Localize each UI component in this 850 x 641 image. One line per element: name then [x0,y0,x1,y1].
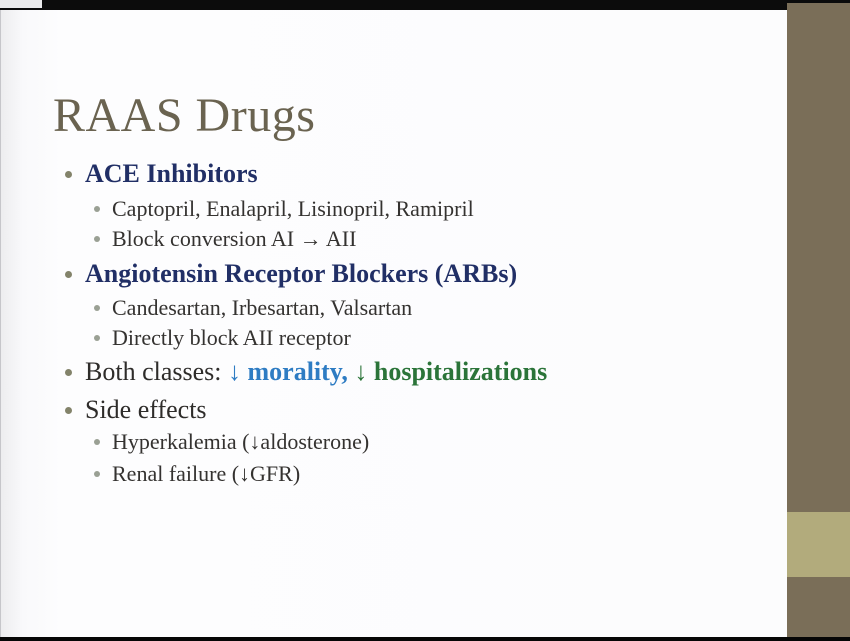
bullet-text: Captopril, Enalapril, Lisinopril, Ramipril [112,196,474,221]
bullet-item-both-classes [65,355,547,389]
player-overlay-notch [0,0,42,8]
bullet-dot [94,305,100,311]
bullet-text: Candesartan, Irbesartan, Valsartan [112,295,413,320]
bullet-text: Hyperkalemia (↓aldosterone) [112,429,370,454]
bullet-dot [94,236,100,242]
bullet-text: Side effects [85,395,207,424]
letterbox-bottom-bar [0,637,850,641]
bullet-item-ace-drug-list [94,194,474,224]
bullet-item-arb-mechanism [94,323,351,353]
bullet-text [85,357,547,387]
bullet-text: ACE Inhibitors [85,159,258,188]
letterbox-top-bar [0,0,787,10]
bullet-dot [65,171,72,178]
slide-title: RAAS Drugs [53,89,316,143]
slide-design-accent-square [787,512,850,577]
hospitalization-benefit-text: ↓ hospitalizations [354,357,548,386]
bullet-text: Block conversion AI → AII [112,226,357,251]
bullet-item-arb-drug-list [94,293,412,323]
mortality-benefit-text: ↓ morality, [228,357,355,386]
slide-design-band [787,3,850,637]
bullet-text: Renal failure (↓GFR) [112,461,301,486]
bullet-item-ace-mechanism [94,224,356,254]
bullet-item-hyperkalemia [94,427,369,457]
bullet-dot [65,271,72,278]
bullet-dot [94,206,100,212]
bullet-dot [94,335,100,341]
bullet-item-ace-inhibitors [65,157,258,191]
bullet-item-side-effects [65,393,207,427]
bullet-text: Directly block AII receptor [112,325,351,350]
slide-canvas [0,10,788,637]
bullet-dot [94,471,100,477]
both-classes-prefix: Both classes: [85,357,228,386]
bullet-dot [94,439,100,445]
bullet-item-arbs [65,257,517,291]
bullet-dot [65,369,72,376]
bullet-dot [65,407,72,414]
bullet-item-renal-failure [94,459,300,489]
bullet-text: Angiotensin Receptor Blockers (ARBs) [85,259,518,288]
